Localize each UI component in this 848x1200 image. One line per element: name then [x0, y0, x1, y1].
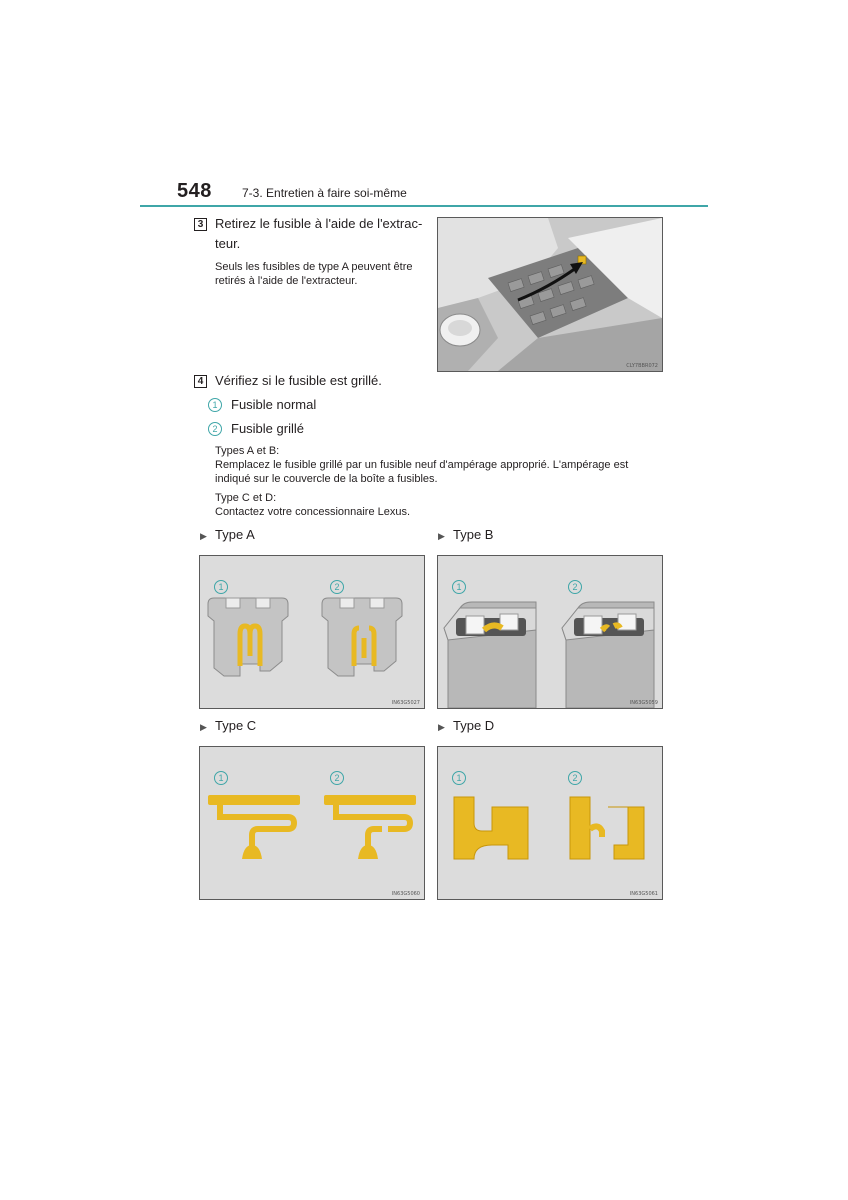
marker-2: 2: [568, 580, 582, 594]
triangle-bullet-icon: ▶: [438, 722, 445, 732]
triangle-bullet-icon: ▶: [200, 531, 207, 541]
note-types-ab-line1: Remplacez le fusible grillé par un fusible neuf d'ampérage approprié. L'ampérage est: [215, 459, 629, 471]
type-d-label: Type D: [453, 718, 495, 733]
figure-code: IN63G5059: [629, 700, 658, 706]
step-3-note-line1: Seuls les fusibles de type A peuvent être: [215, 261, 413, 273]
figure-code: CLY7BBR072: [626, 363, 658, 369]
marker-1: 1: [214, 580, 228, 594]
type-a-label: Type A: [215, 527, 255, 542]
page-number: 548: [177, 180, 212, 202]
step-3-note: [215, 260, 430, 288]
triangle-bullet-icon: ▶: [438, 531, 445, 541]
cartridge-fuse-illustration: [438, 556, 662, 708]
marker-2: 2: [568, 771, 582, 785]
step-3-number: 3: [194, 218, 207, 231]
marker-2: 2: [208, 422, 222, 436]
header-rule: [140, 205, 708, 207]
step-3-text: [215, 214, 430, 254]
large-fuse-illustration: [438, 747, 662, 899]
figure-code: IN63G5061: [629, 891, 658, 897]
note-types-cd-text: Contactez votre concessionnaire Lexus.: [215, 506, 411, 518]
fuse-box-illustration: [438, 218, 662, 371]
step-3-note-line2: retirés à l'aide de l'extracteur.: [215, 275, 358, 287]
step-3-text-line2: teur.: [215, 236, 241, 251]
marker-1: 1: [214, 771, 228, 785]
type-b-label: Type B: [453, 527, 494, 542]
note-types-ab-title: Types A et B:: [215, 445, 280, 457]
note-types-cd-title: Type C et D:: [215, 492, 277, 504]
item-blown-fuse: Fusible grillé: [231, 421, 304, 436]
item-normal-fuse: Fusible normal: [231, 397, 317, 412]
marker-1: 1: [452, 580, 466, 594]
note-types-ab: [215, 444, 675, 486]
strip-fuse-illustration: [200, 747, 424, 899]
fuse-extractor-figure: [437, 217, 663, 372]
section-title: 7-3. Entretien à faire soi-même: [242, 186, 407, 200]
note-types-ab-line2: indiqué sur le couvercle de la boîte a fusibles.: [215, 473, 438, 485]
figure-code: IN63G5060: [391, 891, 420, 897]
note-types-cd: [215, 491, 675, 519]
type-c-label: Type C: [215, 718, 257, 733]
marker-1: 1: [452, 771, 466, 785]
marker-1: 1: [208, 398, 222, 412]
blade-fuse-illustration: [200, 556, 424, 708]
type-c-figure: [199, 746, 425, 900]
step-4-number: 4: [194, 375, 207, 388]
type-d-figure: [437, 746, 663, 900]
step-3-text-line1: Retirez le fusible à l'aide de l'extrac-: [215, 216, 423, 231]
triangle-bullet-icon: ▶: [200, 722, 207, 732]
marker-2: 2: [330, 771, 344, 785]
type-b-figure: [437, 555, 663, 709]
type-a-figure: [199, 555, 425, 709]
marker-2: 2: [330, 580, 344, 594]
step-4-text: Vérifiez si le fusible est grillé.: [215, 373, 382, 388]
figure-code: IN63G5027: [391, 700, 420, 706]
